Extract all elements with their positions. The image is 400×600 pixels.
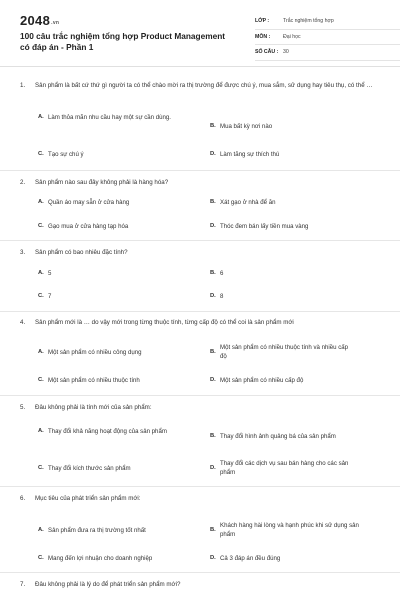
option-letter: A.: [38, 349, 44, 355]
option-5c[interactable]: [38, 464, 198, 473]
question-text: Đâu không phải là tính mới của sản phẩm:: [35, 404, 152, 411]
logo-tld: .vn: [51, 20, 60, 26]
option-text: Tạo sự chú ý: [48, 151, 84, 158]
question-text: Đâu không phải là lý do để phát triển sản phẩm mới?: [35, 581, 181, 588]
option-letter: D.: [210, 464, 216, 471]
option-6d[interactable]: [210, 554, 370, 563]
question-text: Sản phẩm nào sau đây không phải là hàng hóa?: [35, 179, 169, 186]
option-text: Gạo mua ở cửa hàng tạp hóa: [48, 223, 129, 230]
option-letter: C.: [38, 293, 44, 299]
option-3d[interactable]: [210, 292, 370, 301]
option-letter: A.: [38, 428, 44, 434]
option-5a[interactable]: [38, 427, 198, 436]
option-text: Một sản phẩm có nhiều thuộc tính: [48, 377, 140, 384]
option-letter: D.: [210, 555, 216, 561]
option-text: Thay đổi hình ảnh quảng bá của sản phẩm: [220, 433, 336, 440]
question-number: 2.: [20, 179, 26, 186]
option-text: Sản phẩm đưa ra thị trường tốt nhất: [48, 527, 146, 534]
question-divider: [0, 395, 400, 396]
option-1c[interactable]: [38, 150, 198, 159]
question-4: [20, 318, 376, 328]
option-6a[interactable]: [38, 526, 198, 535]
option-letter: D.: [210, 151, 216, 157]
option-3a[interactable]: [38, 269, 198, 278]
option-letter: B.: [210, 270, 216, 276]
option-3c[interactable]: [38, 292, 198, 301]
question-number: 4.: [20, 319, 26, 326]
option-5d[interactable]: [210, 459, 380, 477]
option-letter: C.: [38, 377, 44, 383]
question-7: [20, 580, 376, 590]
option-letter: D.: [210, 293, 216, 299]
option-text: Làm tăng sự thích thú: [220, 151, 280, 158]
option-3b[interactable]: [210, 269, 370, 278]
meta-label: LỚP :: [255, 18, 270, 25]
question-text: Sản phẩm là bất cứ thứ gì người ta có thể chào mời ra thị trường để được chú ý, mua sắm, sử dụng hay tiêu thụ, có thể …: [35, 82, 373, 89]
option-letter: C.: [38, 223, 44, 229]
option-text: Thay đổi khả năng hoạt động của sản phẩm: [48, 428, 167, 435]
question-text: Sản phẩm có bao nhiêu đặc tính?: [35, 249, 128, 256]
option-text: 5: [48, 270, 52, 277]
option-letter: A.: [38, 199, 44, 205]
option-text: Mang đến lợi nhuận cho doanh nghiệp: [48, 555, 153, 562]
meta-value: Đại học: [283, 33, 301, 40]
option-1d[interactable]: [210, 150, 370, 159]
question-divider: [0, 572, 400, 573]
meta-label: MÔN :: [255, 33, 271, 40]
option-1a[interactable]: [38, 113, 198, 122]
option-text: Thay đổi kích thước sản phẩm: [48, 465, 131, 472]
option-text: Mua bất kỳ nơi nào: [220, 123, 273, 130]
option-2b[interactable]: [210, 198, 370, 207]
option-text: Một sản phẩm có nhiều công dụng: [48, 349, 142, 356]
question-number: 6.: [20, 495, 26, 502]
option-letter: C.: [38, 465, 44, 471]
option-text: Quần áo may sẵn ở cửa hàng: [48, 199, 130, 206]
question-number: 7.: [20, 581, 26, 588]
question-3: [20, 248, 376, 258]
option-letter: B.: [210, 123, 216, 129]
meta-value: 30: [283, 49, 289, 56]
option-text: Làm thỏa mãn nhu cầu hay một sự cần dùng.: [48, 114, 171, 121]
option-4a[interactable]: [38, 348, 198, 357]
question-number: 5.: [20, 404, 26, 411]
option-2d[interactable]: [210, 222, 370, 231]
option-text: Thóc đem bán lấy tiền mua vàng: [220, 223, 309, 230]
option-4b[interactable]: [210, 343, 370, 361]
option-text: 7: [48, 293, 52, 300]
option-letter: C.: [38, 151, 44, 157]
question-divider: [0, 486, 400, 487]
question-text: Sản phẩm mới là … do vậy mới trong từng thuộc tính, từng cấp độ có thể coi là sản phẩm mới: [35, 319, 294, 326]
option-letter: D.: [210, 223, 216, 229]
logo-main: 2048: [20, 13, 51, 28]
option-letter: A.: [38, 270, 44, 276]
question-6: [20, 494, 376, 504]
document-title: 100 câu trắc nghiệm tổng hợp Product Management có đáp án - Phần 1: [20, 31, 226, 52]
question-number: 1.: [20, 82, 26, 89]
option-letter: D.: [210, 377, 216, 383]
option-6c[interactable]: [38, 554, 198, 563]
option-text: Một sản phẩm có nhiều thuộc tính và nhiều cấp độ: [220, 344, 349, 360]
option-6b[interactable]: [210, 521, 380, 539]
option-2a[interactable]: [38, 198, 198, 207]
question-number: 3.: [20, 249, 26, 256]
option-text: Xát gạo ở nhà để ăn: [220, 199, 276, 206]
option-2c[interactable]: [38, 222, 198, 231]
option-text: Một sản phẩm có nhiều cấp độ: [220, 377, 304, 384]
question-1: [20, 81, 376, 91]
option-text: Cả 3 đáp án đều đúng: [220, 555, 281, 562]
option-text: Thay đổi các dịch vụ sau bán hàng cho các sản phẩm: [220, 460, 349, 476]
question-divider: [0, 240, 400, 241]
option-letter: A.: [38, 527, 44, 533]
question-5: [20, 403, 376, 413]
option-letter: B.: [210, 433, 216, 439]
question-divider: [0, 311, 400, 312]
question-divider: [0, 170, 400, 171]
option-1b[interactable]: [210, 122, 370, 131]
option-text: 8: [220, 293, 224, 300]
option-letter: B.: [210, 348, 216, 355]
option-4c[interactable]: [38, 376, 198, 385]
option-letter: C.: [38, 555, 44, 561]
meta-value: Trắc nghiệm tổng hợp: [283, 18, 334, 25]
option-4d[interactable]: [210, 376, 370, 385]
option-letter: B.: [210, 199, 216, 205]
option-letter: B.: [210, 526, 216, 533]
question-text: Mục tiêu của phát triển sản phẩm mới:: [35, 495, 141, 502]
option-letter: A.: [38, 114, 44, 120]
meta-label: SỐ CÂU :: [255, 49, 279, 56]
option-text: 6: [220, 270, 224, 277]
option-5b[interactable]: [210, 432, 380, 441]
option-text: Khách hàng hài lòng và hạnh phúc khi sử dụng sản phẩm: [220, 522, 359, 538]
question-2: [20, 178, 376, 188]
